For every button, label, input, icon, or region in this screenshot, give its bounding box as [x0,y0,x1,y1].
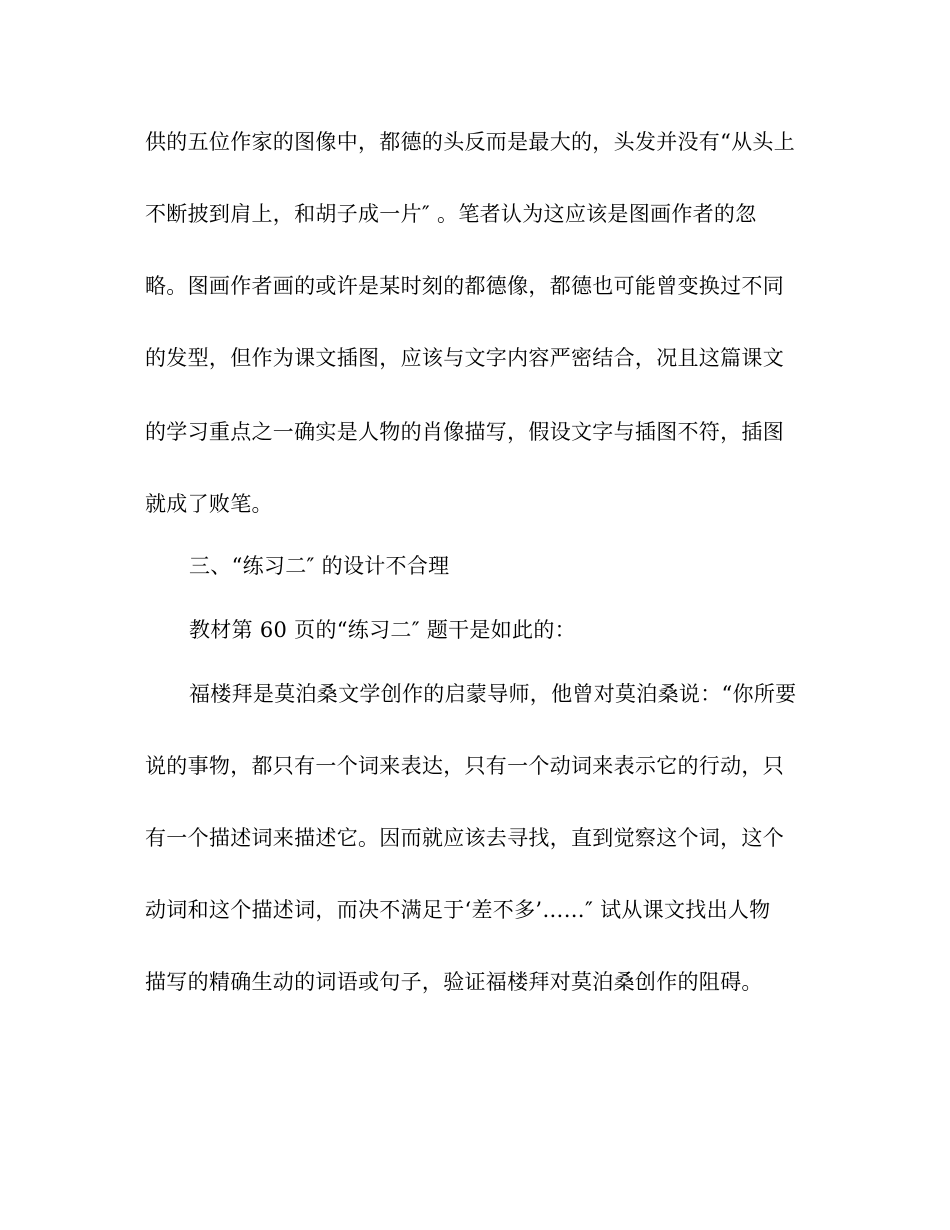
text-line: 描写的精确生动的词语或句子，验证福楼拜对莫泊桑创作的阻碍。 [145,970,763,994]
text-line: 福楼拜是莫泊桑文学创作的启蒙导师，他曾对莫泊桑说：“你所要 [189,682,797,706]
text-line: 动词和这个描述词，而决不满足于‘差不多’……″ 试从课文找出人物 [145,898,771,922]
text-line: 有一个描述词来描述它。因而就应该去寻找，直到觉察这个词，这个 [145,826,784,850]
section-heading: 三、“练习二″ 的设计不合理 [189,554,450,578]
text-line: 教材第 60 页的“练习二″ 题干是如此的： [189,618,576,642]
text-line: 的学习重点之一确实是人物的肖像描写，假设文字与插图不符，插图 [145,420,784,444]
text-line: 不断披到肩上，和胡子成一片″ 。笔者认为这应该是图画作者的忽 [145,202,757,226]
text-line: 说的事物，都只有一个词来表达，只有一个动词来表示它的行动，只 [145,754,784,778]
text-line: 供的五位作家的图像中，都德的头反而是最大的，头发并没有“从头上 [145,130,796,154]
text-line: 的发型，但作为课文插图，应该与文字内容严密结合，况且这篇课文 [145,346,784,370]
text-line: 略。图画作者画的或许是某时刻的都德像，都德也可能曾变换过不同 [145,274,784,298]
text-line: 就成了败笔。 [145,492,273,516]
